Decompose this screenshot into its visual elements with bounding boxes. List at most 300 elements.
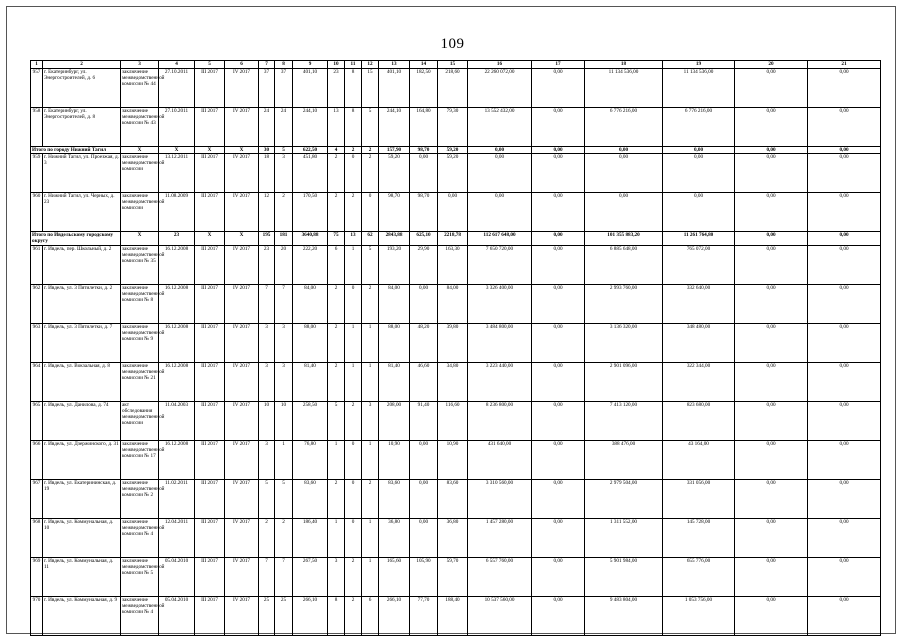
table-cell: 0 bbox=[345, 480, 362, 519]
table-cell: г. Ивдель, ул. Данилова, д. 74 bbox=[43, 402, 121, 441]
table-cell: г. Нижний Тагил, ул. Черных, д. 23 bbox=[43, 193, 121, 232]
table-cell: 625,10 bbox=[410, 232, 438, 246]
table-cell: 0,00 bbox=[532, 285, 585, 324]
row-number-cell: 962 bbox=[31, 285, 43, 324]
table-cell: 5 bbox=[259, 480, 275, 519]
table-cell: 182,50 bbox=[410, 69, 438, 108]
table-cell: X bbox=[225, 232, 259, 246]
table-cell: 0,00 bbox=[410, 519, 438, 558]
table-cell: 10 537 560,00 bbox=[468, 597, 532, 636]
table-cell: 3 136 320,00 bbox=[585, 324, 663, 363]
column-number-cell: 1 bbox=[31, 61, 43, 69]
table-cell: 76,80 bbox=[293, 441, 328, 480]
table-cell: 88,00 bbox=[379, 324, 410, 363]
table-cell: III 2017 bbox=[195, 69, 225, 108]
table-row bbox=[31, 246, 881, 285]
table-cell: 0,00 bbox=[735, 69, 808, 108]
table-cell: III 2017 bbox=[195, 285, 225, 324]
table-cell: 2 bbox=[345, 597, 362, 636]
table-cell: 75 bbox=[328, 232, 345, 246]
row-number-cell: 958 bbox=[31, 108, 43, 147]
table-cell: 34,80 bbox=[438, 363, 468, 402]
table-cell: заключение межведомственной комиссии bbox=[121, 193, 159, 232]
table-cell: 0,00 bbox=[808, 402, 881, 441]
table-cell: IV 2017 bbox=[225, 154, 259, 193]
table-cell: X bbox=[225, 147, 259, 154]
table-cell: 0,00 bbox=[808, 324, 881, 363]
table-cell: 5 901 984,00 bbox=[585, 558, 663, 597]
table-cell: IV 2017 bbox=[225, 597, 259, 636]
table-cell: 23 bbox=[259, 246, 275, 285]
table-cell: 0,00 bbox=[532, 246, 585, 285]
table-cell: 0,00 bbox=[808, 480, 881, 519]
table-cell: г. Ивдель, ул. Екатерининская, д. 19 bbox=[43, 480, 121, 519]
table-cell: 81,40 bbox=[293, 363, 328, 402]
table-cell: 8 bbox=[345, 69, 362, 108]
table-cell: 105,90 bbox=[410, 558, 438, 597]
table-cell: 622,50 bbox=[293, 147, 328, 154]
table-cell: 1 bbox=[362, 441, 379, 480]
table-cell: 3 bbox=[259, 324, 275, 363]
table-cell: 23 bbox=[159, 232, 195, 246]
table-cell: 0,00 bbox=[735, 519, 808, 558]
table-cell: 267,50 bbox=[293, 558, 328, 597]
table-cell: 6 885 648,00 bbox=[585, 246, 663, 285]
table-cell: III 2017 bbox=[195, 402, 225, 441]
table-cell: 0,00 bbox=[808, 232, 881, 246]
table-row bbox=[31, 519, 881, 558]
table-cell: 431 640,00 bbox=[468, 441, 532, 480]
table-cell: 2 bbox=[345, 193, 362, 232]
table-cell: 15 bbox=[362, 69, 379, 108]
column-number-cell: 9 bbox=[293, 61, 328, 69]
table-cell: 1 bbox=[362, 324, 379, 363]
table-cell: 62 bbox=[362, 232, 379, 246]
table-cell: 101 355 883,20 bbox=[585, 232, 663, 246]
table-cell: 2 bbox=[328, 285, 345, 324]
table-cell: 10 bbox=[275, 402, 293, 441]
table-cell: г. Ивдель, ул. 3 Пятилетки, д. 7 bbox=[43, 324, 121, 363]
table-cell: 24 bbox=[275, 108, 293, 147]
table-row bbox=[31, 193, 881, 232]
table-cell: 25 bbox=[275, 597, 293, 636]
table-cell: 258,50 bbox=[293, 402, 328, 441]
table-cell: заключение межведомственной комиссии № 44 bbox=[121, 69, 159, 108]
table-cell: X bbox=[195, 147, 225, 154]
table-cell: 5 bbox=[275, 480, 293, 519]
subtotal-row bbox=[31, 232, 881, 246]
table-cell: 164,80 bbox=[410, 108, 438, 147]
column-number-cell: 11 bbox=[345, 61, 362, 69]
table-cell: 1 bbox=[275, 441, 293, 480]
table-cell: 0,00 bbox=[532, 193, 585, 232]
table-cell: III 2017 bbox=[195, 558, 225, 597]
table-cell: 165,60 bbox=[379, 558, 410, 597]
table-cell: IV 2017 bbox=[225, 69, 259, 108]
table-cell: 59,20 bbox=[438, 147, 468, 154]
table-cell: 13 bbox=[345, 232, 362, 246]
column-number-cell: 6 bbox=[225, 61, 259, 69]
table-cell: г. Ивдель, пер. Школьный, д. 2 bbox=[43, 246, 121, 285]
table-cell: заключение межведомственной комиссии № 8 bbox=[121, 285, 159, 324]
table-cell: 83,60 bbox=[293, 480, 328, 519]
table-cell: III 2017 bbox=[195, 154, 225, 193]
column-number-cell: 12 bbox=[362, 61, 379, 69]
table-cell: 193,20 bbox=[379, 246, 410, 285]
column-number-cell: 3 bbox=[121, 61, 159, 69]
table-cell: заключение межведомственной комиссии № 4 bbox=[121, 597, 159, 636]
table-cell: 0,00 bbox=[468, 154, 532, 193]
table-cell: г. Нижний Тагил, ул. Проезжая, д. 3 bbox=[43, 154, 121, 193]
column-number-cell: 21 bbox=[808, 61, 881, 69]
table-cell: 0,00 bbox=[532, 147, 585, 154]
table-cell: IV 2017 bbox=[225, 285, 259, 324]
table-cell: 0,00 bbox=[532, 108, 585, 147]
table-cell: 266,10 bbox=[293, 597, 328, 636]
table-cell: 0,00 bbox=[532, 558, 585, 597]
table-cell: 0,00 bbox=[585, 193, 663, 232]
table-cell: 10,90 bbox=[379, 441, 410, 480]
table-cell: 3 bbox=[275, 363, 293, 402]
table-cell: 655 776,00 bbox=[663, 558, 735, 597]
table-cell: 0,00 bbox=[808, 558, 881, 597]
table-cell: заключение межведомственной комиссии № 43 bbox=[121, 108, 159, 147]
table-cell: 208,00 bbox=[379, 402, 410, 441]
column-number-cell: 14 bbox=[410, 61, 438, 69]
table-cell: 36,80 bbox=[379, 519, 410, 558]
table-cell: 6 bbox=[328, 246, 345, 285]
table-cell: акт обследования межведомственной комиссии bbox=[121, 402, 159, 441]
column-number-cell: 4 bbox=[159, 61, 195, 69]
table-cell: 0,00 bbox=[438, 193, 468, 232]
table-cell: 0,00 bbox=[663, 154, 735, 193]
table-cell: 0,00 bbox=[532, 232, 585, 246]
table-cell: 0,00 bbox=[808, 154, 881, 193]
table-cell: III 2017 bbox=[195, 246, 225, 285]
table-cell: 2218,78 bbox=[438, 232, 468, 246]
table-cell: 170,50 bbox=[293, 193, 328, 232]
table-cell: 1 053 756,00 bbox=[663, 597, 735, 636]
table-cell: 5 bbox=[362, 108, 379, 147]
table-row bbox=[31, 69, 881, 108]
table-cell: IV 2017 bbox=[225, 108, 259, 147]
table-cell: 20 bbox=[275, 246, 293, 285]
table-cell: 39,80 bbox=[438, 324, 468, 363]
table-cell: 30 bbox=[259, 147, 275, 154]
table-cell: 9 483 804,00 bbox=[585, 597, 663, 636]
table-cell: 2 bbox=[362, 480, 379, 519]
table-cell: 0,00 bbox=[585, 154, 663, 193]
table-cell: 11.08.2009 bbox=[159, 193, 195, 232]
table-cell: 1 bbox=[362, 558, 379, 597]
table-cell: 98,70 bbox=[379, 193, 410, 232]
table-cell: 98,70 bbox=[410, 147, 438, 154]
table-cell: 332 640,00 bbox=[663, 285, 735, 324]
table-cell: 0,00 bbox=[532, 154, 585, 193]
table-cell: заключение межведомственной комиссии № 4 bbox=[121, 519, 159, 558]
table-cell: 3 484 800,00 bbox=[468, 324, 532, 363]
table-cell: 8 bbox=[345, 108, 362, 147]
table-cell: 0,00 bbox=[808, 69, 881, 108]
table-cell: III 2017 bbox=[195, 324, 225, 363]
table-cell: 2843,88 bbox=[379, 232, 410, 246]
table-cell: 59,70 bbox=[438, 558, 468, 597]
table-cell: 36,80 bbox=[438, 519, 468, 558]
table-cell: 18 bbox=[259, 154, 275, 193]
table-cell: 157,90 bbox=[379, 147, 410, 154]
table-cell: 25 bbox=[259, 597, 275, 636]
table-cell: 0,00 bbox=[735, 193, 808, 232]
table-cell: 11 134 536,00 bbox=[663, 69, 735, 108]
table-cell: г. Ивдель, ул. Вокзальная, д. 8 bbox=[43, 363, 121, 402]
table-cell: 0,00 bbox=[735, 441, 808, 480]
table-cell: 0,00 bbox=[585, 147, 663, 154]
table-cell: 2 bbox=[328, 154, 345, 193]
table-cell: 0,00 bbox=[468, 147, 532, 154]
table-cell: 1 bbox=[345, 324, 362, 363]
table-cell: 186,40 bbox=[293, 519, 328, 558]
table-cell: 12.04.2011 bbox=[159, 519, 195, 558]
table-cell: 6 557 760,00 bbox=[468, 558, 532, 597]
table-cell: 0,00 bbox=[735, 108, 808, 147]
table-cell: 0,00 bbox=[735, 154, 808, 193]
row-number-cell: 964 bbox=[31, 363, 43, 402]
row-number-cell: 969 bbox=[31, 558, 43, 597]
page-number: 109 bbox=[440, 36, 465, 52]
table-cell: 0,00 bbox=[735, 285, 808, 324]
table-cell: 218,60 bbox=[438, 69, 468, 108]
table-cell: 7 650 720,00 bbox=[468, 246, 532, 285]
table-row bbox=[31, 154, 881, 193]
column-number-cell: 19 bbox=[663, 61, 735, 69]
table-cell: 77,70 bbox=[410, 597, 438, 636]
table-cell: 0,00 bbox=[410, 285, 438, 324]
table-row bbox=[31, 558, 881, 597]
table-cell: 2 bbox=[328, 480, 345, 519]
table-cell: 7 413 120,00 bbox=[585, 402, 663, 441]
table-cell: 5 bbox=[328, 402, 345, 441]
table-cell: г. Ивдель, ул. Дзержинского, д. 31 bbox=[43, 441, 121, 480]
table-cell: 2 bbox=[345, 558, 362, 597]
table-cell: X bbox=[195, 232, 225, 246]
table-cell: 3 bbox=[259, 363, 275, 402]
table-cell: 388 476,00 bbox=[585, 441, 663, 480]
table-cell: 11.02.2011 bbox=[159, 480, 195, 519]
table-row bbox=[31, 108, 881, 147]
table-cell: 5 bbox=[275, 147, 293, 154]
table-cell: г. Екатеринбург, ул. Энергостроителей, д. 8 bbox=[43, 108, 121, 147]
table-cell: 0,00 bbox=[532, 69, 585, 108]
table-cell: 84,00 bbox=[438, 285, 468, 324]
table-cell: 2 bbox=[362, 154, 379, 193]
table-cell: 81,40 bbox=[379, 363, 410, 402]
table-cell: 3 bbox=[275, 324, 293, 363]
row-number-cell: 961 bbox=[31, 246, 43, 285]
table-row bbox=[31, 402, 881, 441]
table-cell: III 2017 bbox=[195, 108, 225, 147]
table-row bbox=[31, 597, 881, 636]
table-cell: X bbox=[121, 232, 159, 246]
table-cell: 3640,88 bbox=[293, 232, 328, 246]
table-cell: 29,90 bbox=[410, 246, 438, 285]
table-cell: 823 680,00 bbox=[663, 402, 735, 441]
table-cell: заключение межведомственной комиссии № 35 bbox=[121, 246, 159, 285]
table-cell: 0,00 bbox=[532, 363, 585, 402]
table-cell: 11.04.2003 bbox=[159, 402, 195, 441]
table-cell: X bbox=[159, 147, 195, 154]
table-cell: 3 326 400,00 bbox=[468, 285, 532, 324]
table-cell: 0,00 bbox=[532, 519, 585, 558]
table-cell: 0,00 bbox=[735, 402, 808, 441]
table-cell: 3 bbox=[328, 558, 345, 597]
column-number-cell: 2 bbox=[43, 61, 121, 69]
table-cell: 2 979 504,00 bbox=[585, 480, 663, 519]
table-cell: 4 bbox=[328, 147, 345, 154]
table-cell: 8 bbox=[328, 597, 345, 636]
table-cell: 244,10 bbox=[379, 108, 410, 147]
table-cell: 91,40 bbox=[410, 402, 438, 441]
table-cell: 222,20 bbox=[293, 246, 328, 285]
row-number-cell: 967 bbox=[31, 480, 43, 519]
table-cell: 348 480,00 bbox=[663, 324, 735, 363]
table-cell: 0,00 bbox=[663, 147, 735, 154]
table-cell: IV 2017 bbox=[225, 363, 259, 402]
table-cell: 0,00 bbox=[532, 441, 585, 480]
table-cell: 16.12.2008 bbox=[159, 285, 195, 324]
table-cell: 188,40 bbox=[438, 597, 468, 636]
table-cell: IV 2017 bbox=[225, 324, 259, 363]
table-cell: 7 bbox=[275, 558, 293, 597]
table-cell: 0 bbox=[362, 193, 379, 232]
table-cell: 0,00 bbox=[532, 402, 585, 441]
table-cell: IV 2017 bbox=[225, 558, 259, 597]
table-cell: 0,00 bbox=[532, 480, 585, 519]
table-cell: 0,00 bbox=[735, 480, 808, 519]
table-cell: 16.12.2008 bbox=[159, 363, 195, 402]
table-cell: IV 2017 bbox=[225, 519, 259, 558]
table-cell: 79,30 bbox=[438, 108, 468, 147]
table-row bbox=[31, 480, 881, 519]
table-cell: 05.04.2010 bbox=[159, 558, 195, 597]
table-cell: 46,60 bbox=[410, 363, 438, 402]
table-cell: 1 bbox=[362, 519, 379, 558]
table-cell: 23 bbox=[328, 69, 345, 108]
table-cell: 37 bbox=[259, 69, 275, 108]
subtotal-row bbox=[31, 147, 881, 154]
table-cell: III 2017 bbox=[195, 480, 225, 519]
table-cell: 451,80 bbox=[293, 154, 328, 193]
table-cell: 6 776 216,00 bbox=[663, 108, 735, 147]
table-cell: 1 bbox=[362, 363, 379, 402]
table-cell: 6 bbox=[362, 597, 379, 636]
table-cell: 0,00 bbox=[410, 441, 438, 480]
row-number-cell: 968 bbox=[31, 519, 43, 558]
table-cell: заключение межведомственной комиссии № 17 bbox=[121, 441, 159, 480]
table-cell: 2 993 760,00 bbox=[585, 285, 663, 324]
table-cell: 145 728,00 bbox=[663, 519, 735, 558]
table-cell: заключение межведомственной комиссии № 9 bbox=[121, 324, 159, 363]
table-cell: 0,00 bbox=[663, 193, 735, 232]
table-cell: 83,60 bbox=[438, 480, 468, 519]
row-number-cell: 959 bbox=[31, 154, 43, 193]
table-cell: 11 261 764,80 bbox=[663, 232, 735, 246]
row-number-cell: 960 bbox=[31, 193, 43, 232]
table-cell: 0 bbox=[345, 154, 362, 193]
table-cell: 2 bbox=[362, 147, 379, 154]
table-cell: 8 236 800,00 bbox=[468, 402, 532, 441]
table-cell: 59,20 bbox=[379, 154, 410, 193]
table-cell: 0,00 bbox=[808, 441, 881, 480]
table-cell: 2 bbox=[328, 193, 345, 232]
table-cell: 2 bbox=[328, 324, 345, 363]
table-cell: 163,30 bbox=[438, 246, 468, 285]
table-cell: 0,00 bbox=[532, 324, 585, 363]
table-cell: заключение межведомственной комиссии № 21 bbox=[121, 363, 159, 402]
table-cell: 13 552 432,00 bbox=[468, 108, 532, 147]
table-cell: IV 2017 bbox=[225, 480, 259, 519]
table-row bbox=[31, 363, 881, 402]
table-cell: 1 311 552,00 bbox=[585, 519, 663, 558]
table-cell: 401,10 bbox=[379, 69, 410, 108]
table-cell: 10 bbox=[259, 402, 275, 441]
table-cell: 6 776 216,00 bbox=[585, 108, 663, 147]
table-cell: 98,70 bbox=[410, 193, 438, 232]
column-number-cell: 13 bbox=[379, 61, 410, 69]
table-cell: г. Ивдель, ул. Коммунальная, д. 9 bbox=[43, 597, 121, 636]
table-cell: 2 bbox=[328, 363, 345, 402]
table-cell: 2 901 096,00 bbox=[585, 363, 663, 402]
table-cell: 2 bbox=[259, 519, 275, 558]
table-cell: 0,00 bbox=[808, 246, 881, 285]
table-cell: 37 bbox=[275, 69, 293, 108]
table-cell: 2 bbox=[275, 519, 293, 558]
table-cell: 7 bbox=[275, 285, 293, 324]
table-cell: IV 2017 bbox=[225, 193, 259, 232]
table-cell: 88,00 bbox=[293, 324, 328, 363]
table-cell: 401,10 bbox=[293, 69, 328, 108]
table-cell: заключение межведомственной комиссии № 2 bbox=[121, 480, 159, 519]
table-cell: 0,00 bbox=[532, 597, 585, 636]
table-cell: 2 bbox=[345, 147, 362, 154]
table-cell: 0,00 bbox=[410, 154, 438, 193]
table-cell: 0,00 bbox=[410, 480, 438, 519]
table-cell: 16.12.2008 bbox=[159, 246, 195, 285]
row-number-cell: 963 bbox=[31, 324, 43, 363]
table-cell: 16.12.2008 bbox=[159, 441, 195, 480]
housing-table bbox=[30, 60, 881, 636]
table-cell: 181 bbox=[275, 232, 293, 246]
table-cell: 59,20 bbox=[438, 154, 468, 193]
table-cell: 0,00 bbox=[808, 519, 881, 558]
column-number-cell: 18 bbox=[585, 61, 663, 69]
table-cell: 0,00 bbox=[735, 597, 808, 636]
subtotal-label: Итого по городу Нижний Тагил bbox=[31, 147, 121, 154]
table-cell: 0,00 bbox=[808, 597, 881, 636]
table-cell: 22 260 072,00 bbox=[468, 69, 532, 108]
table-cell: 266,10 bbox=[379, 597, 410, 636]
table-cell: г. Екатеринбург, ул. Энергостроителей, д. 6 bbox=[43, 69, 121, 108]
table-cell: 12 bbox=[259, 193, 275, 232]
table-cell: 331 056,00 bbox=[663, 480, 735, 519]
table-cell: 7 bbox=[259, 285, 275, 324]
table-cell: 3 bbox=[362, 402, 379, 441]
table-cell: 765 072,00 bbox=[663, 246, 735, 285]
table-cell: 1 bbox=[328, 441, 345, 480]
table-cell: 0,00 bbox=[808, 285, 881, 324]
table-cell: 0 bbox=[345, 285, 362, 324]
table-cell: 3 223 440,00 bbox=[468, 363, 532, 402]
column-number-cell: 16 bbox=[468, 61, 532, 69]
